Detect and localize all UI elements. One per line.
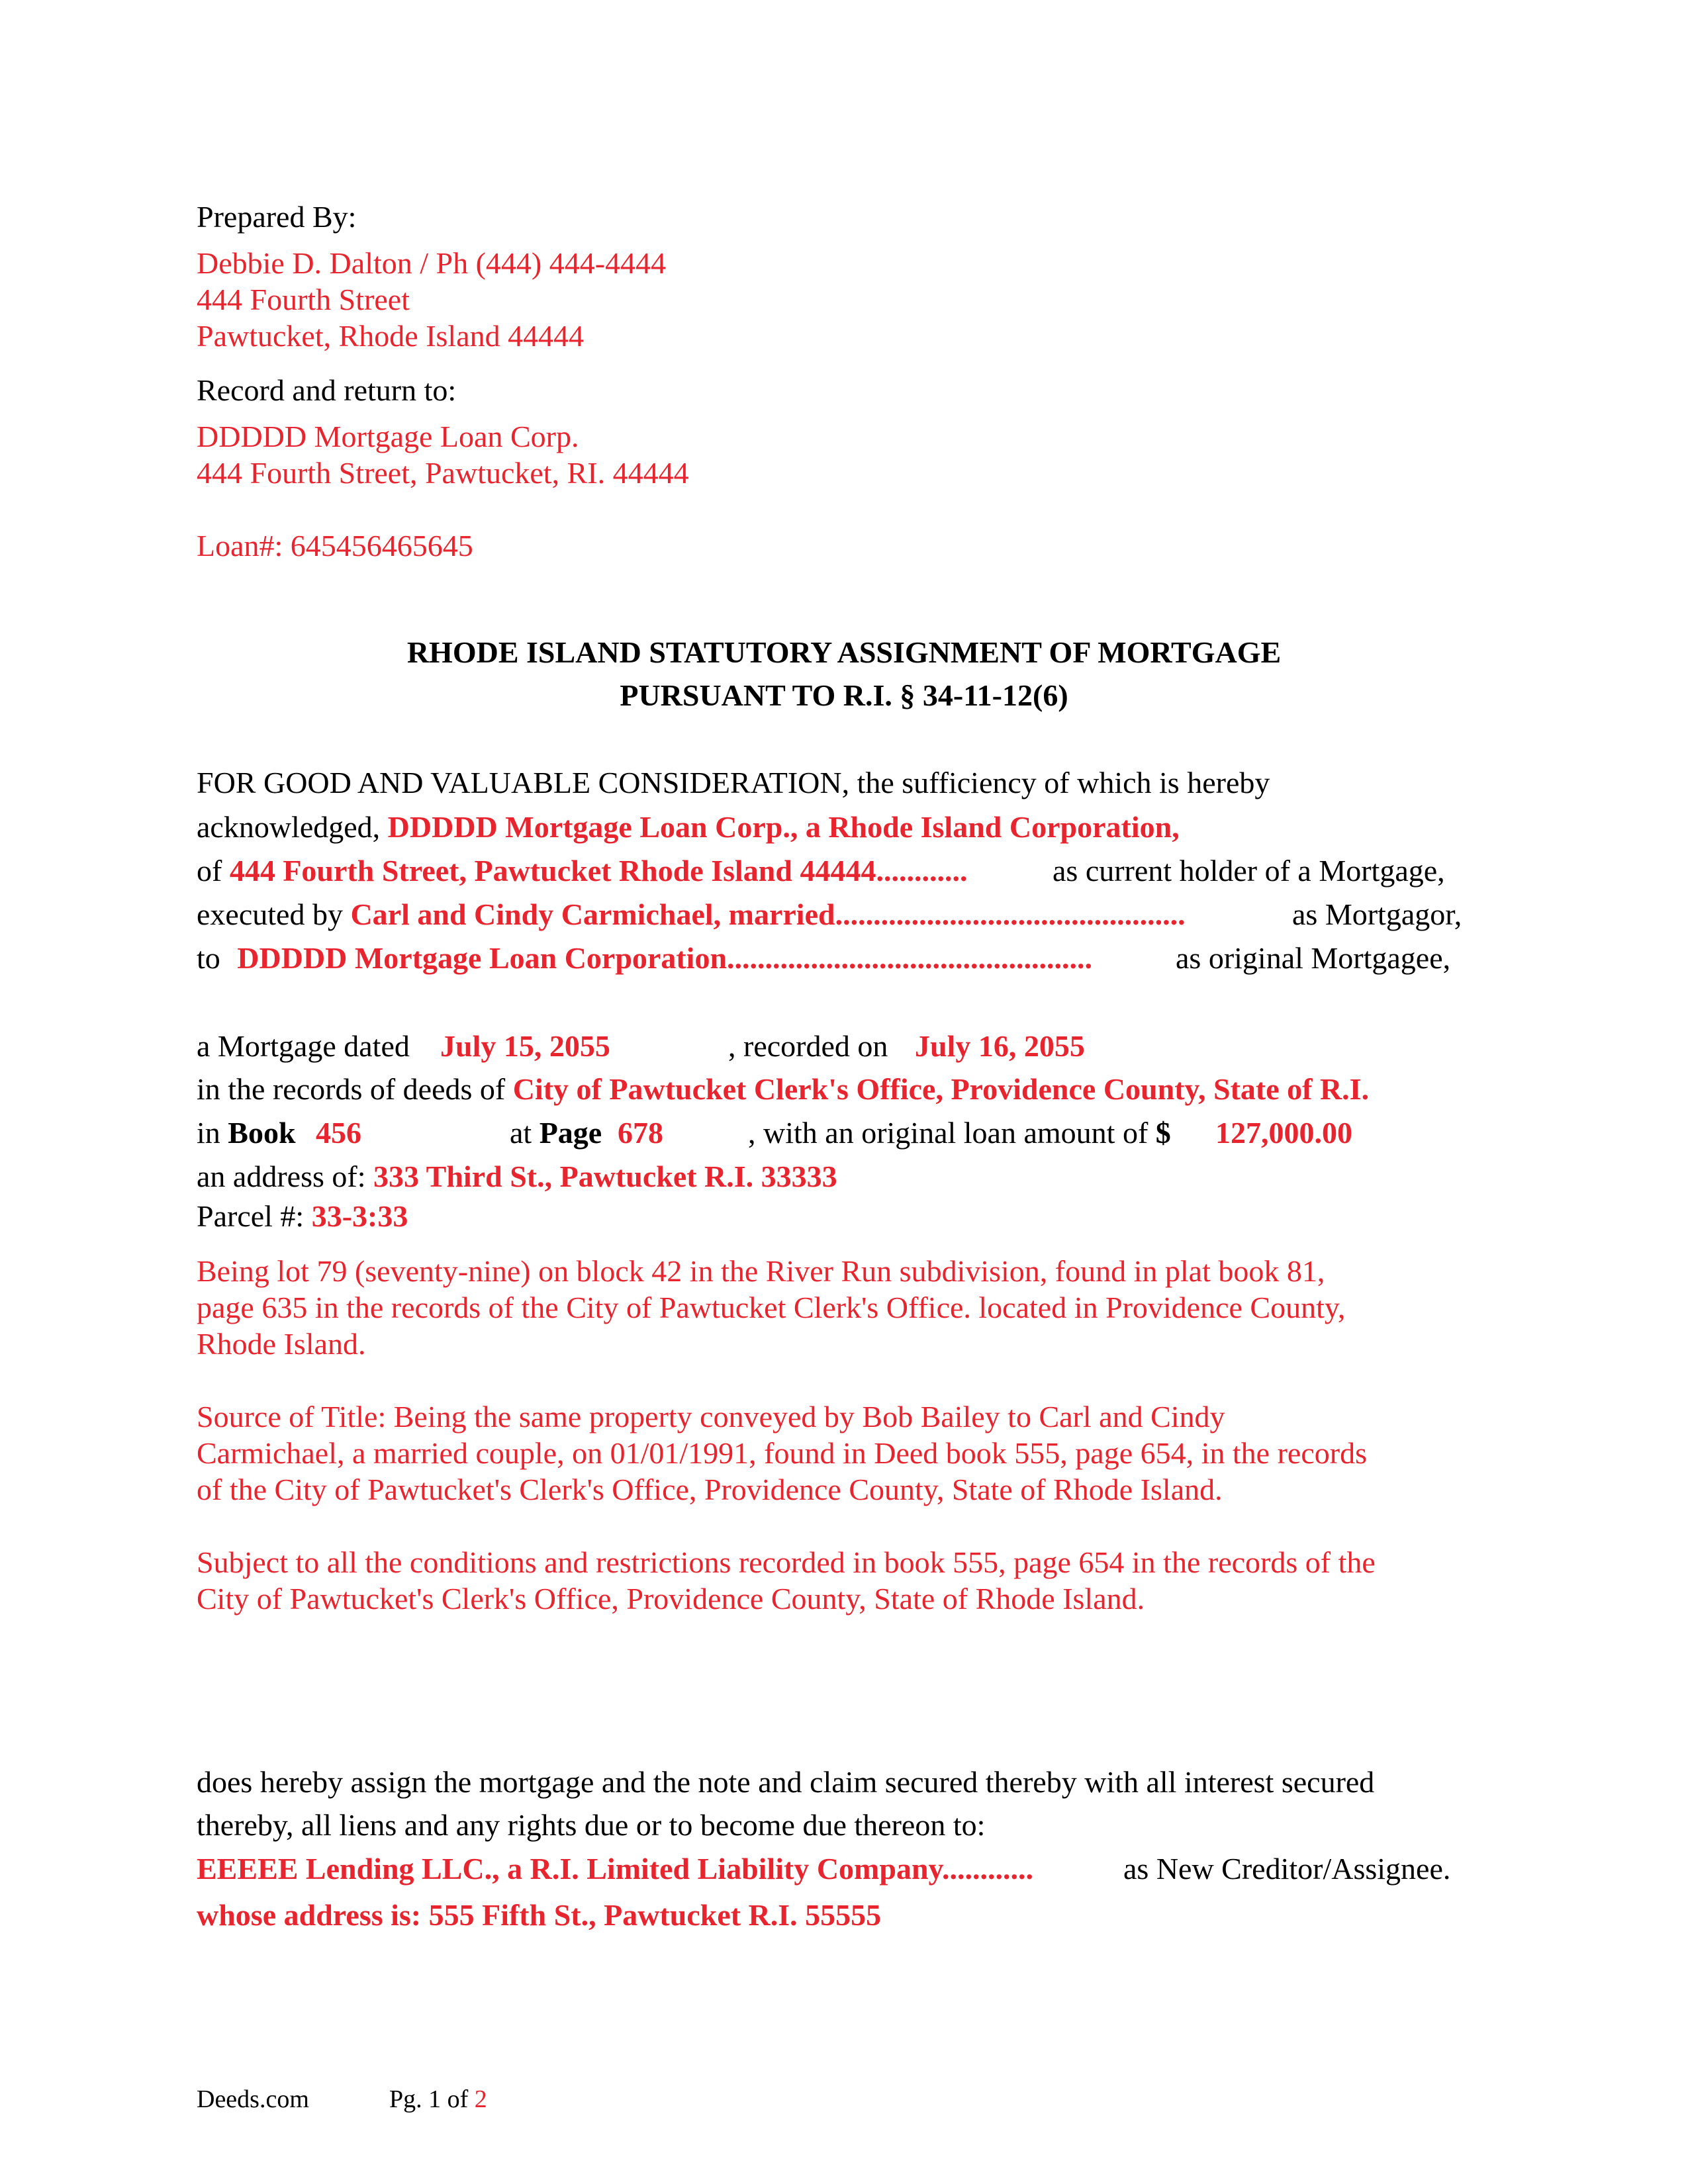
executed-prefix: executed by [197,897,343,931]
mortgagor-name: Carl and Cindy Carmichael, married.............................................. [350,897,1186,931]
assignment-line-1: does hereby assign the mortgage and the note and claim secured thereby with all interest secured [197,1765,1375,1799]
amount-prefix: , with an original loan amount of [748,1116,1149,1150]
page-label: Page [539,1116,602,1150]
loan-amount: 127,000.00 [1215,1116,1352,1150]
preparer-name-phone: Debbie D. Dalton / Ph (444) 444-4444 [197,246,667,280]
footer-site: Deeds.com [197,2085,309,2113]
preparer-city: Pawtucket, Rhode Island 44444 [197,319,585,353]
loan-number: Loan#: 645456465645 [197,529,473,563]
acknowledged-prefix: acknowledged, [197,810,381,844]
property-address: 333 Third St., Pawtucket R.I. 33333 [373,1160,837,1193]
source-of-title-line-3: of the City of Pawtucket's Clerk's Office, Providence County, State of Rhode Island. [197,1473,1223,1506]
current-holder-address: 444 Fourth Street, Pawtucket Rhode Island 44444............ [229,854,968,887]
legal-description-line-2: page 635 in the records of the City of Pawtucket Clerk's Office. located in Providence County, [197,1291,1346,1324]
consideration-line: FOR GOOD AND VALUABLE CONSIDERATION, the sufficiency of which is hereby [197,766,1270,799]
assignment-line-2: thereby, all liens and any rights due or to become due thereon to: [197,1808,986,1842]
address-prefix: an address of: [197,1160,366,1193]
subject-to-line-1: Subject to all the conditions and restrictions recorded in book 555, page 654 in the records of the [197,1545,1376,1579]
source-of-title-line-2: Carmichael, a married couple, on 01/01/1991, found in Deed book 555, page 654, in the records [197,1436,1367,1470]
parcel-number: 33-3:33 [311,1199,408,1233]
in-prefix: in [197,1116,220,1150]
assignee-name: EEEEE Lending LLC., a R.I. Limited Liability Company............ [197,1852,1033,1886]
current-holder-name: DDDDD Mortgage Loan Corp., a Rhode Island Corporation, [387,810,1180,844]
records-line [197,1071,1369,1108]
mortgagee-suffix: as original Mortgagee, [1176,941,1451,975]
mortgage-dated-value: July 15, 2055 [440,1029,610,1063]
mortgagee-line [197,940,1092,977]
mortgagee-name: DDDDD Mortgage Loan Corporation................................................ [237,941,1093,975]
return-to-address: 444 Fourth Street, Pawtucket, RI. 44444 [197,456,689,490]
assignee-suffix: as New Creditor/Assignee. [1123,1852,1451,1886]
acknowledged-line [197,809,1180,846]
page-value: 678 [618,1116,663,1150]
amount-group [748,1115,1171,1152]
book-label: Book [228,1116,296,1150]
amount-symbol: $ [1155,1116,1171,1150]
return-to-label: Record and return to: [197,373,457,407]
legal-description-line-1: Being lot 79 (seventy-nine) on block 42 in the River Run subdivision, found in plat book 81, [197,1254,1325,1288]
page-group [510,1115,602,1152]
book-group [197,1115,296,1152]
property-address-line [197,1158,837,1195]
records-prefix: in the records of deeds of [197,1072,506,1106]
mortgagor-suffix: as Mortgagor, [1292,897,1462,931]
holder-address-line [197,852,967,889]
holder-suffix: as current holder of a Mortgage, [1053,854,1445,887]
to-prefix: to [197,941,220,975]
assignee-address: whose address is: 555 Fifth St., Pawtucket R.I. 55555 [197,1898,882,1932]
mortgage-dated-prefix: a Mortgage dated [197,1029,410,1063]
prepared-by-label: Prepared By: [197,200,357,234]
at-prefix: at [510,1116,532,1150]
parcel-line [197,1198,408,1235]
source-of-title-line-1: Source of Title: Being the same property conveyed by Bob Bailey to Carl and Cindy [197,1400,1225,1433]
footer-page-number [389,2083,487,2115]
document-subtitle: PURSUANT TO R.I. § 34-11-12(6) [620,678,1068,712]
recorded-value: July 16, 2055 [915,1029,1085,1063]
return-to-name: DDDDD Mortgage Loan Corp. [197,420,579,453]
legal-description-line-3: Rhode Island. [197,1327,366,1361]
parcel-prefix: Parcel #: [197,1199,305,1233]
book-value: 456 [316,1116,361,1150]
of-prefix: of [197,854,222,887]
footer-page-prefix: Pg. 1 of [389,2085,469,2113]
preparer-street: 444 Fourth Street [197,283,410,316]
mortgagor-line [197,896,1186,933]
subject-to-line-2: City of Pawtucket's Clerk's Office, Providence County, State of Rhode Island. [197,1582,1145,1615]
records-office: City of Pawtucket Clerk's Office, Providence County, State of R.I. [512,1072,1370,1106]
footer-page-total: 2 [474,2085,487,2113]
document-title: RHODE ISLAND STATUTORY ASSIGNMENT OF MORTGAGE [406,635,1282,669]
recorded-prefix: , recorded on [728,1029,888,1063]
